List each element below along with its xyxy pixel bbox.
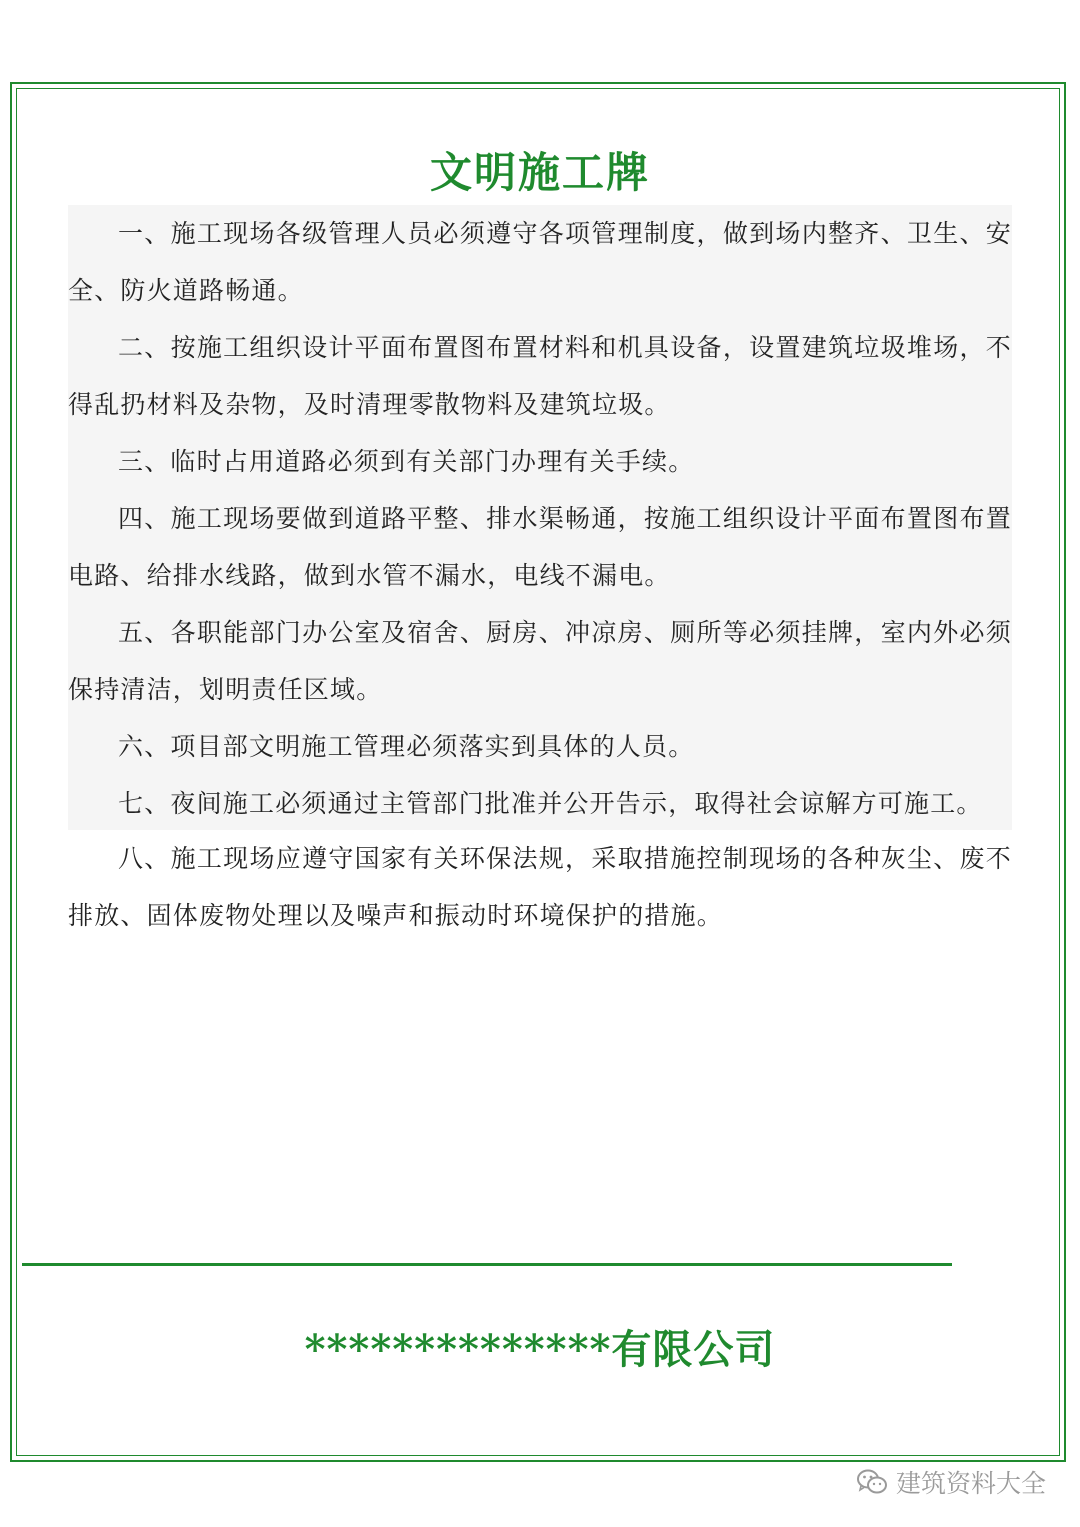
- rules-block-shaded: [68, 205, 1012, 830]
- rule-paragraph-1: 一、施工现场各级管理人员必须遵守各项管理制度，做到场内整齐、卫生、安全、防火道路畅通。: [68, 219, 1012, 305]
- sign-title: 文明施工牌: [429, 148, 650, 197]
- watermark-text: 建筑资料大全: [895, 1469, 1046, 1498]
- footer-divider: [22, 1263, 952, 1266]
- rule-paragraph-5: 五、各职能部门办公室及宿舍、厨房、冲凉房、厕所等必须挂牌，室内外必须保持清洁，划明责任区域。: [68, 618, 1012, 704]
- rule-paragraph-3: 三、临时占用道路必须到有关部门办理有关手续。: [118, 447, 695, 476]
- rule-paragraph-8: 八、施工现场应遵守国家有关环保法规，采取措施控制现场的各种灰尘、废不排放、固体废物处理以及噪声和振动时环境保护的措施。: [68, 844, 1012, 930]
- rules-block-plain: [68, 830, 1012, 944]
- rule-paragraph-6: 六、项目部文明施工管理必须落实到具体的人员。: [118, 732, 695, 761]
- wechat-icon: [856, 1468, 888, 1496]
- rule-paragraph-2: 二、按施工组织设计平面布置图布置材料和机具设备，设置建筑垃圾堆场，不得乱扔材料及杂物，及时清理零散物料及建筑垃圾。: [68, 333, 1012, 419]
- rule-paragraph-4: 四、施工现场要做到道路平整、排水渠畅通，按施工组织设计平面布置图布置电路、给排水线路，做到水管不漏水，电线不漏电。: [68, 504, 1012, 590]
- rule-paragraph-7: 七、夜间施工必须通过主管部门批准并公开告示，取得社会谅解方可施工。: [118, 789, 983, 818]
- watermark: [856, 1462, 1046, 1502]
- company-name: **************有限公司: [304, 1326, 776, 1373]
